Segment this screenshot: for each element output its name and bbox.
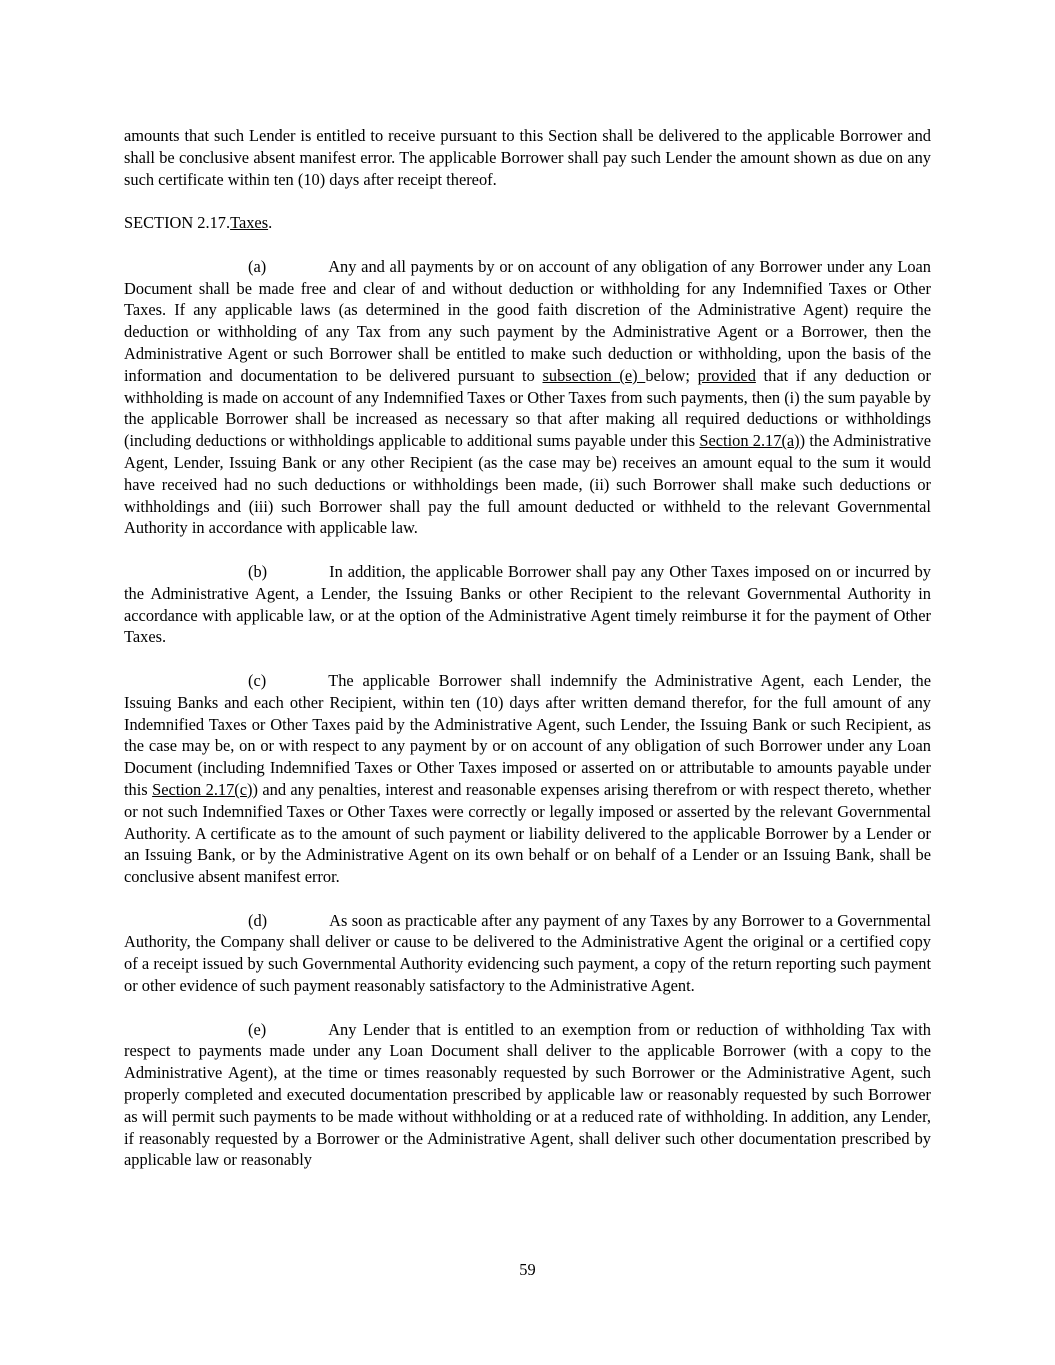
paragraph-b-label: (b) — [248, 561, 268, 581]
paragraph-c-text-2: ) and any penalties, interest and reasonable expenses arising therefrom or with respect thereto, whether or not such Indemnified Taxes or Other Taxes were correctly or legally imposed or asserted by the relevant Governmental Authority. A certificate as to the amount of such payment or liability delivered to the applicable Borrower by a Lender or an Issuing Bank, or by the Administrative Agent on its own behalf or on behalf of a Lender or an Issuing Bank, shall be conclusive absent manifest error. — [124, 779, 932, 887]
cross-reference-section-2-17-c: Section 2.17(c) — [152, 779, 253, 799]
paragraph-a-text-1: Any and all payments by or on account of any obligation of any Borrower under any Loan Document shall be made free and clear of and without deduction or withholding for any Indemnified Taxes or Other Taxes. If any applicable laws (as determined in the good faith discretion of the Administrative Agent) require the deduction or withholding of any Tax from any such payment by the Administrative Agent or a Borrower, then the Administrative Agent or such Borrower shall be entitled to make such deduction or withholding, upon the basis of the information and documentation to be delivered pursuant to — [124, 256, 931, 385]
paragraph-b-text: In addition, the applicable Borrower shall pay any Other Taxes imposed on or incurred by the Administrative Agent, a Lender, the Issuing Banks or other Recipient to the relevant Governmental Authority in accordance with applicable law, or at the option of the Administrative Agent timely reimburse it for the payment of Other Taxes. — [124, 561, 931, 647]
cross-reference-subsection-e: subsection (e) — [542, 365, 646, 385]
paragraph-e — [124, 1019, 931, 1172]
paragraph-d-label: (d) — [248, 910, 268, 930]
provided-term: provided — [697, 365, 756, 385]
intro-paragraph: amounts that such Lender is entitled to receive pursuant to this Section shall be delivered to the applicable Borrower and shall be conclusive absent manifest error. The applicable Borrower shall pay such Lender the amount shown as due on any such certificate within ten (10) days after receipt thereof. — [124, 126, 931, 189]
section-title: Taxes — [230, 213, 269, 233]
paragraph-a-label: (a) — [248, 256, 267, 276]
paragraph-a-text-3: that if any deduction or withholding is made on account of any Indemnified Taxes or Other Taxes from such payments, then (i) the sum payable by the applicable Borrower shall be increased as necessary so that after making all required deductions or withholdings (including deductions or withholdings applicable to additional sums payable under this — [124, 365, 931, 451]
paragraph-c — [124, 670, 931, 888]
paragraph-e-label: (e) — [248, 1019, 267, 1039]
paragraph-b — [124, 561, 931, 648]
paragraph-e-text: Any Lender that is entitled to an exemption from or reduction of withholding Tax with respect to payments made under any Loan Document shall deliver to the applicable Borrower (with a copy to the Administrative Agent), at the time or times reasonably requested by such Borrower or the Administrative Agent, such properly completed and executed documentation prescribed by applicable law or reasonably requested by such Borrower as will permit such payments to be made without withholding or at a reduced rate of withholding. In addition, any Lender, if reasonably requested by a Borrower or the Administrative Agent, shall deliver such other documentation prescribed by applicable law or reasonably — [124, 1019, 931, 1170]
paragraph-d — [124, 910, 931, 997]
document-page — [124, 125, 931, 1193]
section-heading — [124, 212, 931, 234]
paragraph-c-label: (c) — [248, 670, 267, 690]
paragraph-a — [124, 256, 931, 539]
section-title-period: . — [268, 213, 273, 233]
paragraph-c-text-1: The applicable Borrower shall indemnify the Administrative Agent, each Lender, the Issuing Banks and each other Recipient, within ten (10) days after written demand therefor, for the full amount of any Indemnified Taxes or Other Taxes paid by the Administrative Agent, such Lender, the Issuing Bank or such Recipient, as the case may be, on or with respect to any payment by or on account of any obligation of such Borrower under any Loan Document (including Indemnified Taxes or Other Taxes imposed or asserted on or attributable to amounts payable under this — [124, 670, 931, 799]
paragraph-a-text-2: below; — [645, 365, 698, 385]
paragraph-a-text-4: ) the Administrative Agent, Lender, Issuing Bank or any other Recipient (as the case may be) receives an amount equal to the sum it would have received had no such deductions or withholdings been made, (ii) such Borrower shall make such deductions or withholdings and (iii) such Borrower shall pay the full amount deducted or withheld to the relevant Governmental Authority in accordance with applicable law. — [124, 431, 931, 538]
page-number: 59 — [519, 1260, 536, 1279]
section-number: SECTION 2.17. — [124, 213, 231, 233]
cross-reference-section-2-17-a: Section 2.17(a) — [699, 431, 800, 451]
paragraph-d-text: As soon as practicable after any payment of any Taxes by any Borrower to a Governmental Authority, the Company shall deliver or cause to be delivered to the Administrative Agent the original or a certified copy of a receipt issued by such Governmental Authority evidencing such payment, a copy of the return reporting such payment or other evidence of such payment reasonably satisfactory to the Administrative Agent. — [124, 910, 931, 996]
